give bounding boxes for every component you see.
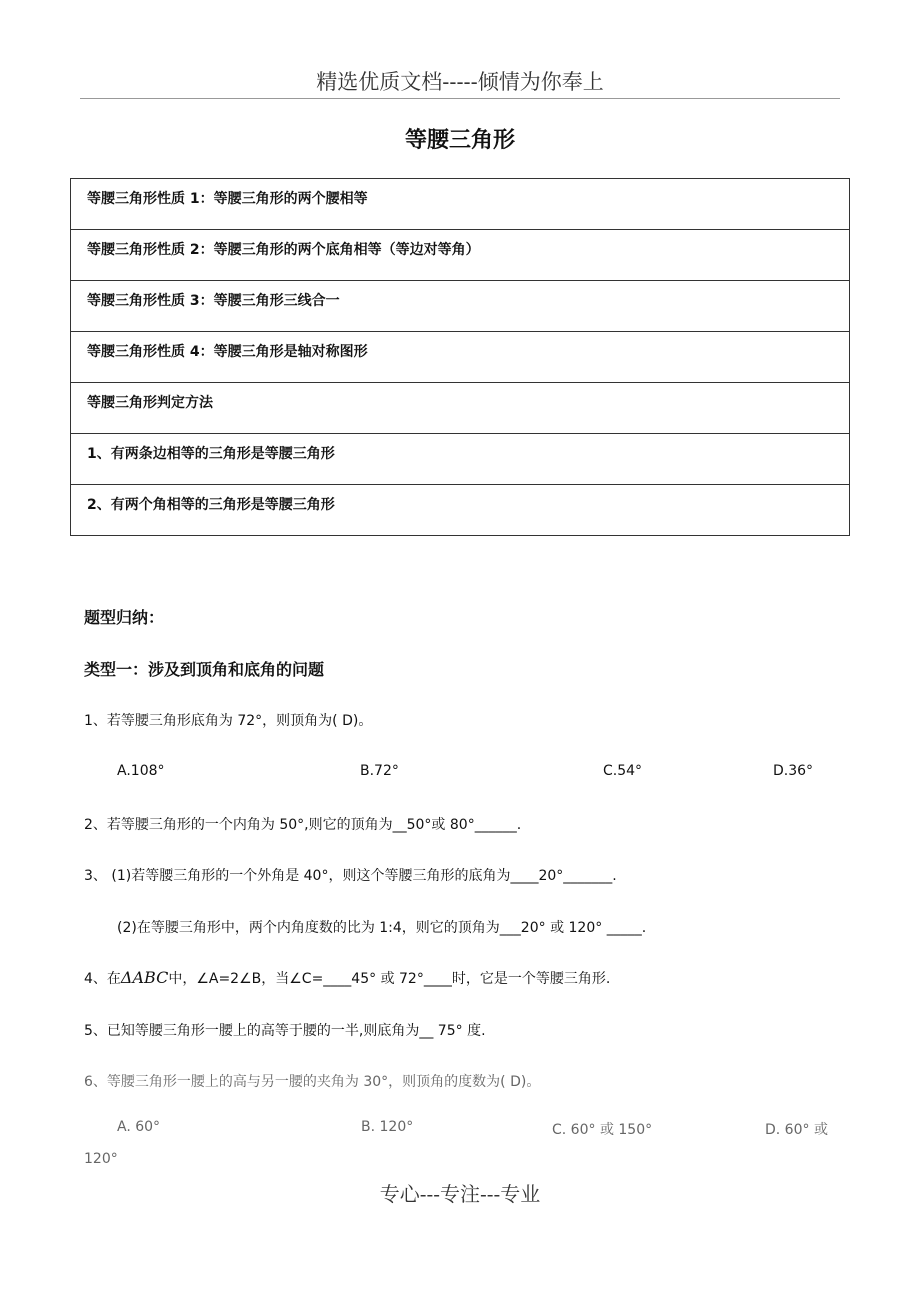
q1-option-b: B.72° <box>360 763 399 779</box>
properties-table <box>70 178 850 536</box>
section-heading: 题型归纳： <box>84 608 165 627</box>
criteria-heading-row: 等腰三角形判定方法 <box>71 383 850 434</box>
question-5: 5、已知等腰三角形一腰上的高等于腰的一半,则底角为__ 75° 度. <box>84 1023 486 1039</box>
q6-option-d: D. 60° 或 <box>765 1122 828 1138</box>
header-divider <box>80 98 840 99</box>
question-2: 2、若等腰三角形的一个内角为 50°,则它的顶角为__50°或 80°______. <box>84 817 522 833</box>
question-4 <box>84 968 610 988</box>
q4-triangle-symbol: ΔABC <box>120 968 169 987</box>
type-one-heading: 类型一：涉及到顶角和底角的问题 <box>84 660 325 679</box>
q6-option-b: B. 120° <box>361 1119 414 1135</box>
property-row-1: 等腰三角形性质 1：等腰三角形的两个腰相等 <box>71 179 850 230</box>
q1-option-a: A.108° <box>117 763 165 779</box>
q4-prefix: 4、在 <box>84 971 121 987</box>
question-3b: (2)在等腰三角形中，两个内角度数的比为 1:4，则它的顶角为___20° 或 120° _____. <box>117 920 647 936</box>
property-row-2: 等腰三角形性质 2：等腰三角形的两个底角相等（等边对等角） <box>71 230 850 281</box>
q6-option-c: C. 60° 或 150° <box>552 1122 653 1138</box>
q6-option-d-continuation: 120° <box>84 1151 118 1167</box>
property-row-3: 等腰三角形性质 3：等腰三角形三线合一 <box>71 281 850 332</box>
question-1: 1、若等腰三角形底角为 72°，则顶角为( D)。 <box>84 713 373 729</box>
q4-suffix: 中，∠A=2∠B，当∠C=____45° 或 72°____时，它是一个等腰三角形. <box>168 971 611 987</box>
criteria-row-1: 1、有两条边相等的三角形是等腰三角形 <box>71 434 850 485</box>
criteria-row-2: 2、有两个角相等的三角形是等腰三角形 <box>71 485 850 536</box>
question-6: 6、等腰三角形一腰上的高与另一腰的夹角为 30°，则顶角的度数为( D)。 <box>84 1074 541 1090</box>
property-row-4: 等腰三角形性质 4：等腰三角形是轴对称图形 <box>71 332 850 383</box>
page-footer: 专心---专注---专业 <box>379 1182 541 1206</box>
document-title: 等腰三角形 <box>404 128 515 153</box>
q1-option-d: D.36° <box>773 763 814 779</box>
question-3a: 3、 (1)若等腰三角形的一个外角是 40°，则这个等腰三角形的底角为____20°_______. <box>84 868 617 884</box>
q1-option-c: C.54° <box>603 763 643 779</box>
q6-option-a: A. 60° <box>117 1119 161 1135</box>
page-header: 精选优质文档-----倾情为你奉上 <box>316 70 604 94</box>
